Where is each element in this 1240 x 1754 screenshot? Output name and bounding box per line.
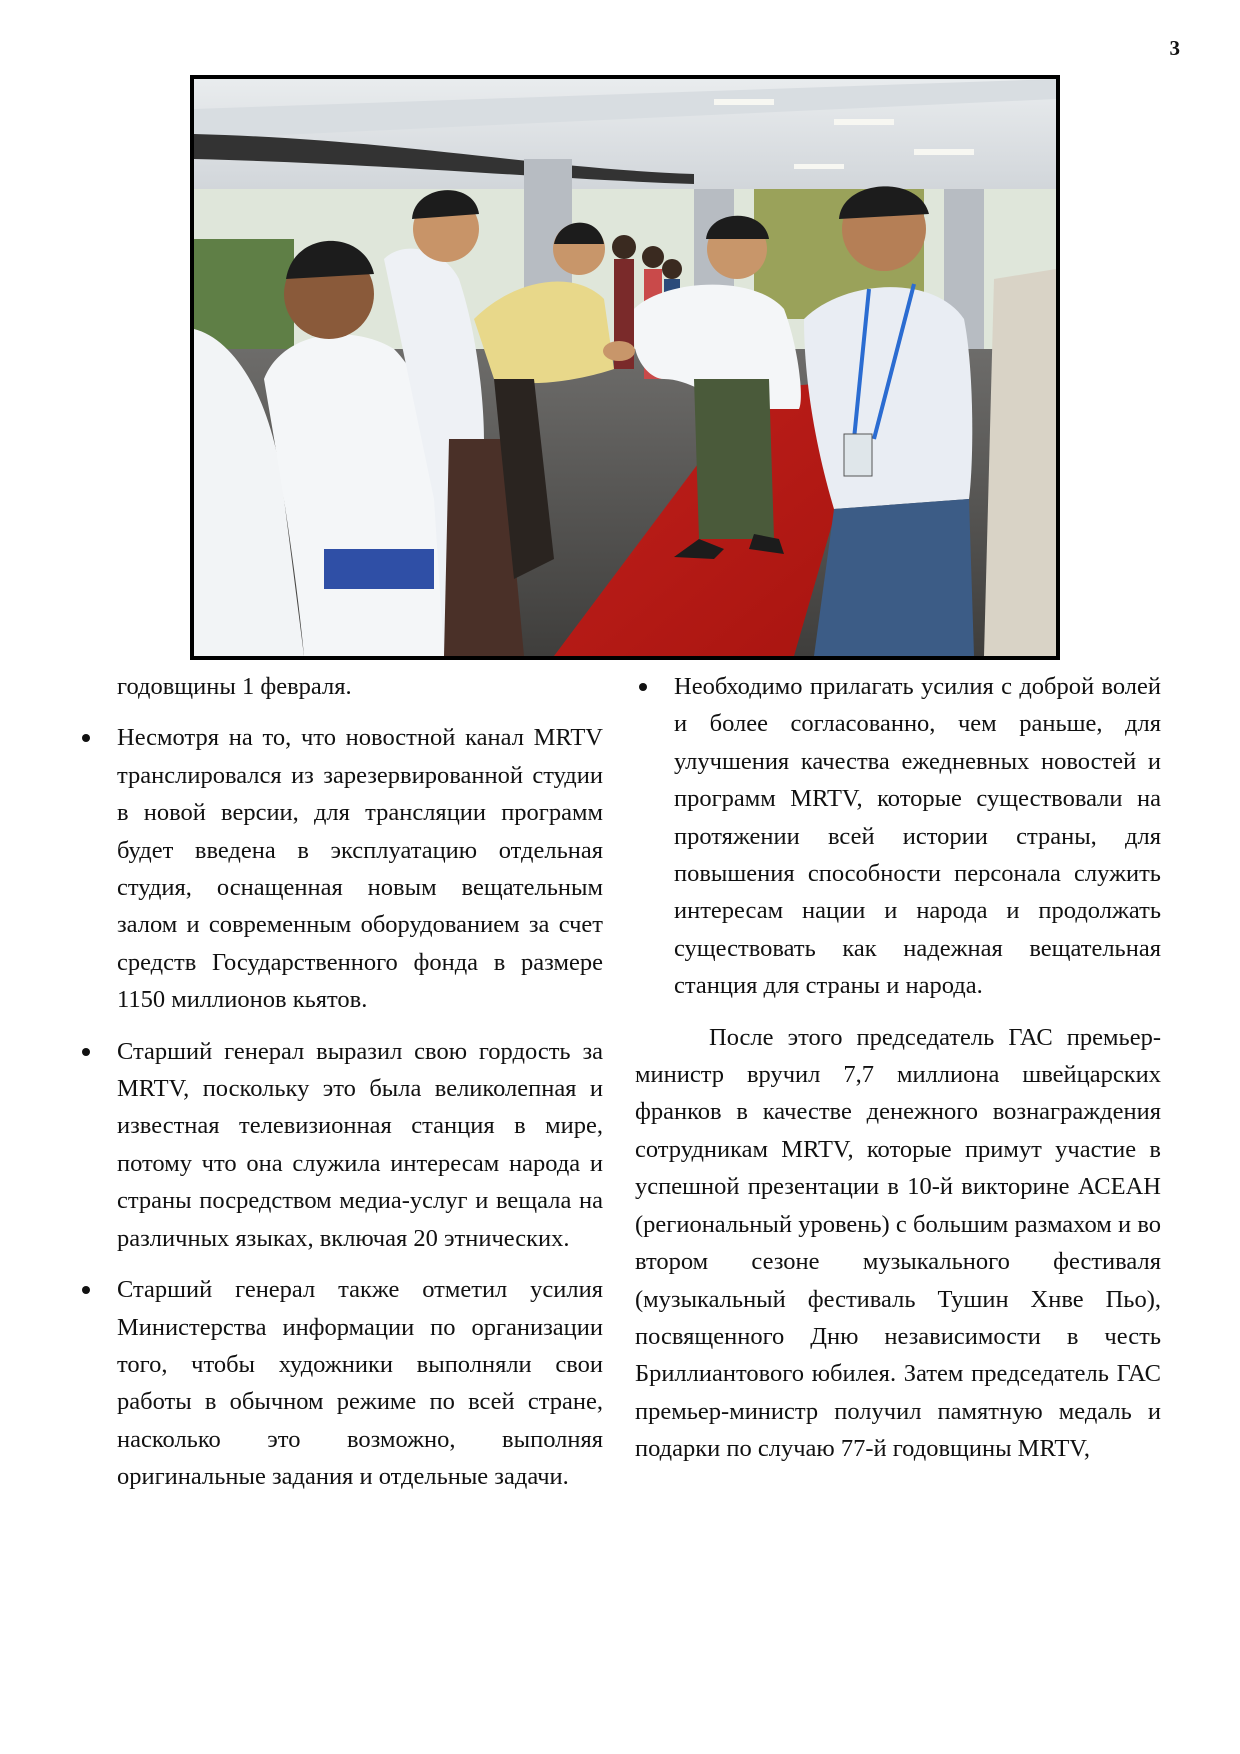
bullet-text: Старший генерал также отметил усилия Министерства информации по организации того, чтобы художники выполняли свои работы в обычном режиме по всей стране, насколько это возможно, выполняя оригинальные задания и отдельные задачи. bbox=[117, 1276, 603, 1491]
bullet-item bbox=[78, 1033, 603, 1257]
body-paragraph: После этого председатель ГАС премьер-министр вручил 7,7 миллиона швейцарских франков в качестве денежного вознаграждения сотрудникам MRTV, которые примут участие в успешной презентации в 10-й викторине АСЕАН (региональный уровень) с большим размахом и во втором сезоне музыкального фестиваля (музыкальный фестиваль Тушин Хнве Пьо), посвященного Дню независимости в честь Бриллиантового юбилея. Затем председатель ГАС премьер-министр получил памятную медаль и подарки по случаю 77-й годовщины MRTV, bbox=[635, 1023, 1161, 1463]
right-bullet-list bbox=[635, 668, 1161, 1005]
bullet-icon bbox=[82, 1286, 90, 1294]
bullet-text: Необходимо прилагать усилия с доброй волей и более согласованно, чем раньше, для улучшения качества ежедневных новостей и программ MRTV, которые существовали на протяжении всей истории страны, для повышения способности персонала служить интересам нации и народа и продолжать существовать как надежная вещательная станция для страны и народа. bbox=[674, 673, 1161, 1000]
news-photo bbox=[190, 75, 1060, 660]
bullet-text: Несмотря на то, что новостной канал MRTV транслировался из зарезервированной студии в новой версии, для трансляции программ будет введена в эксплуатацию отдельная студия, оснащенная новым вещательным залом и современным оборудованием за счет средств Государственного фонда в размере 1150 миллионов кьятов. bbox=[117, 724, 603, 1014]
bullet-item bbox=[78, 719, 603, 1018]
bullet-item bbox=[635, 668, 1161, 1005]
page-number: 3 bbox=[1169, 36, 1180, 60]
photo-illustration bbox=[194, 79, 1056, 656]
bullet-icon bbox=[639, 683, 647, 691]
left-bullet-list bbox=[78, 719, 603, 1495]
left-column bbox=[78, 668, 603, 1496]
bullet-text: Старший генерал выразил свою гордость за MRTV, поскольку это была великолепная и известная телевизионная станция в мире, потому что она служила интересам народа и страны посредством медиа-услуг и вещала на различных языках, включая 20 этнических. bbox=[117, 1037, 603, 1252]
bullet-item bbox=[78, 1271, 603, 1495]
bullet-icon bbox=[82, 734, 90, 742]
right-column bbox=[635, 668, 1161, 1468]
bullet-icon bbox=[82, 1048, 90, 1056]
continuation-text: годовщины 1 февраля. bbox=[117, 673, 352, 700]
